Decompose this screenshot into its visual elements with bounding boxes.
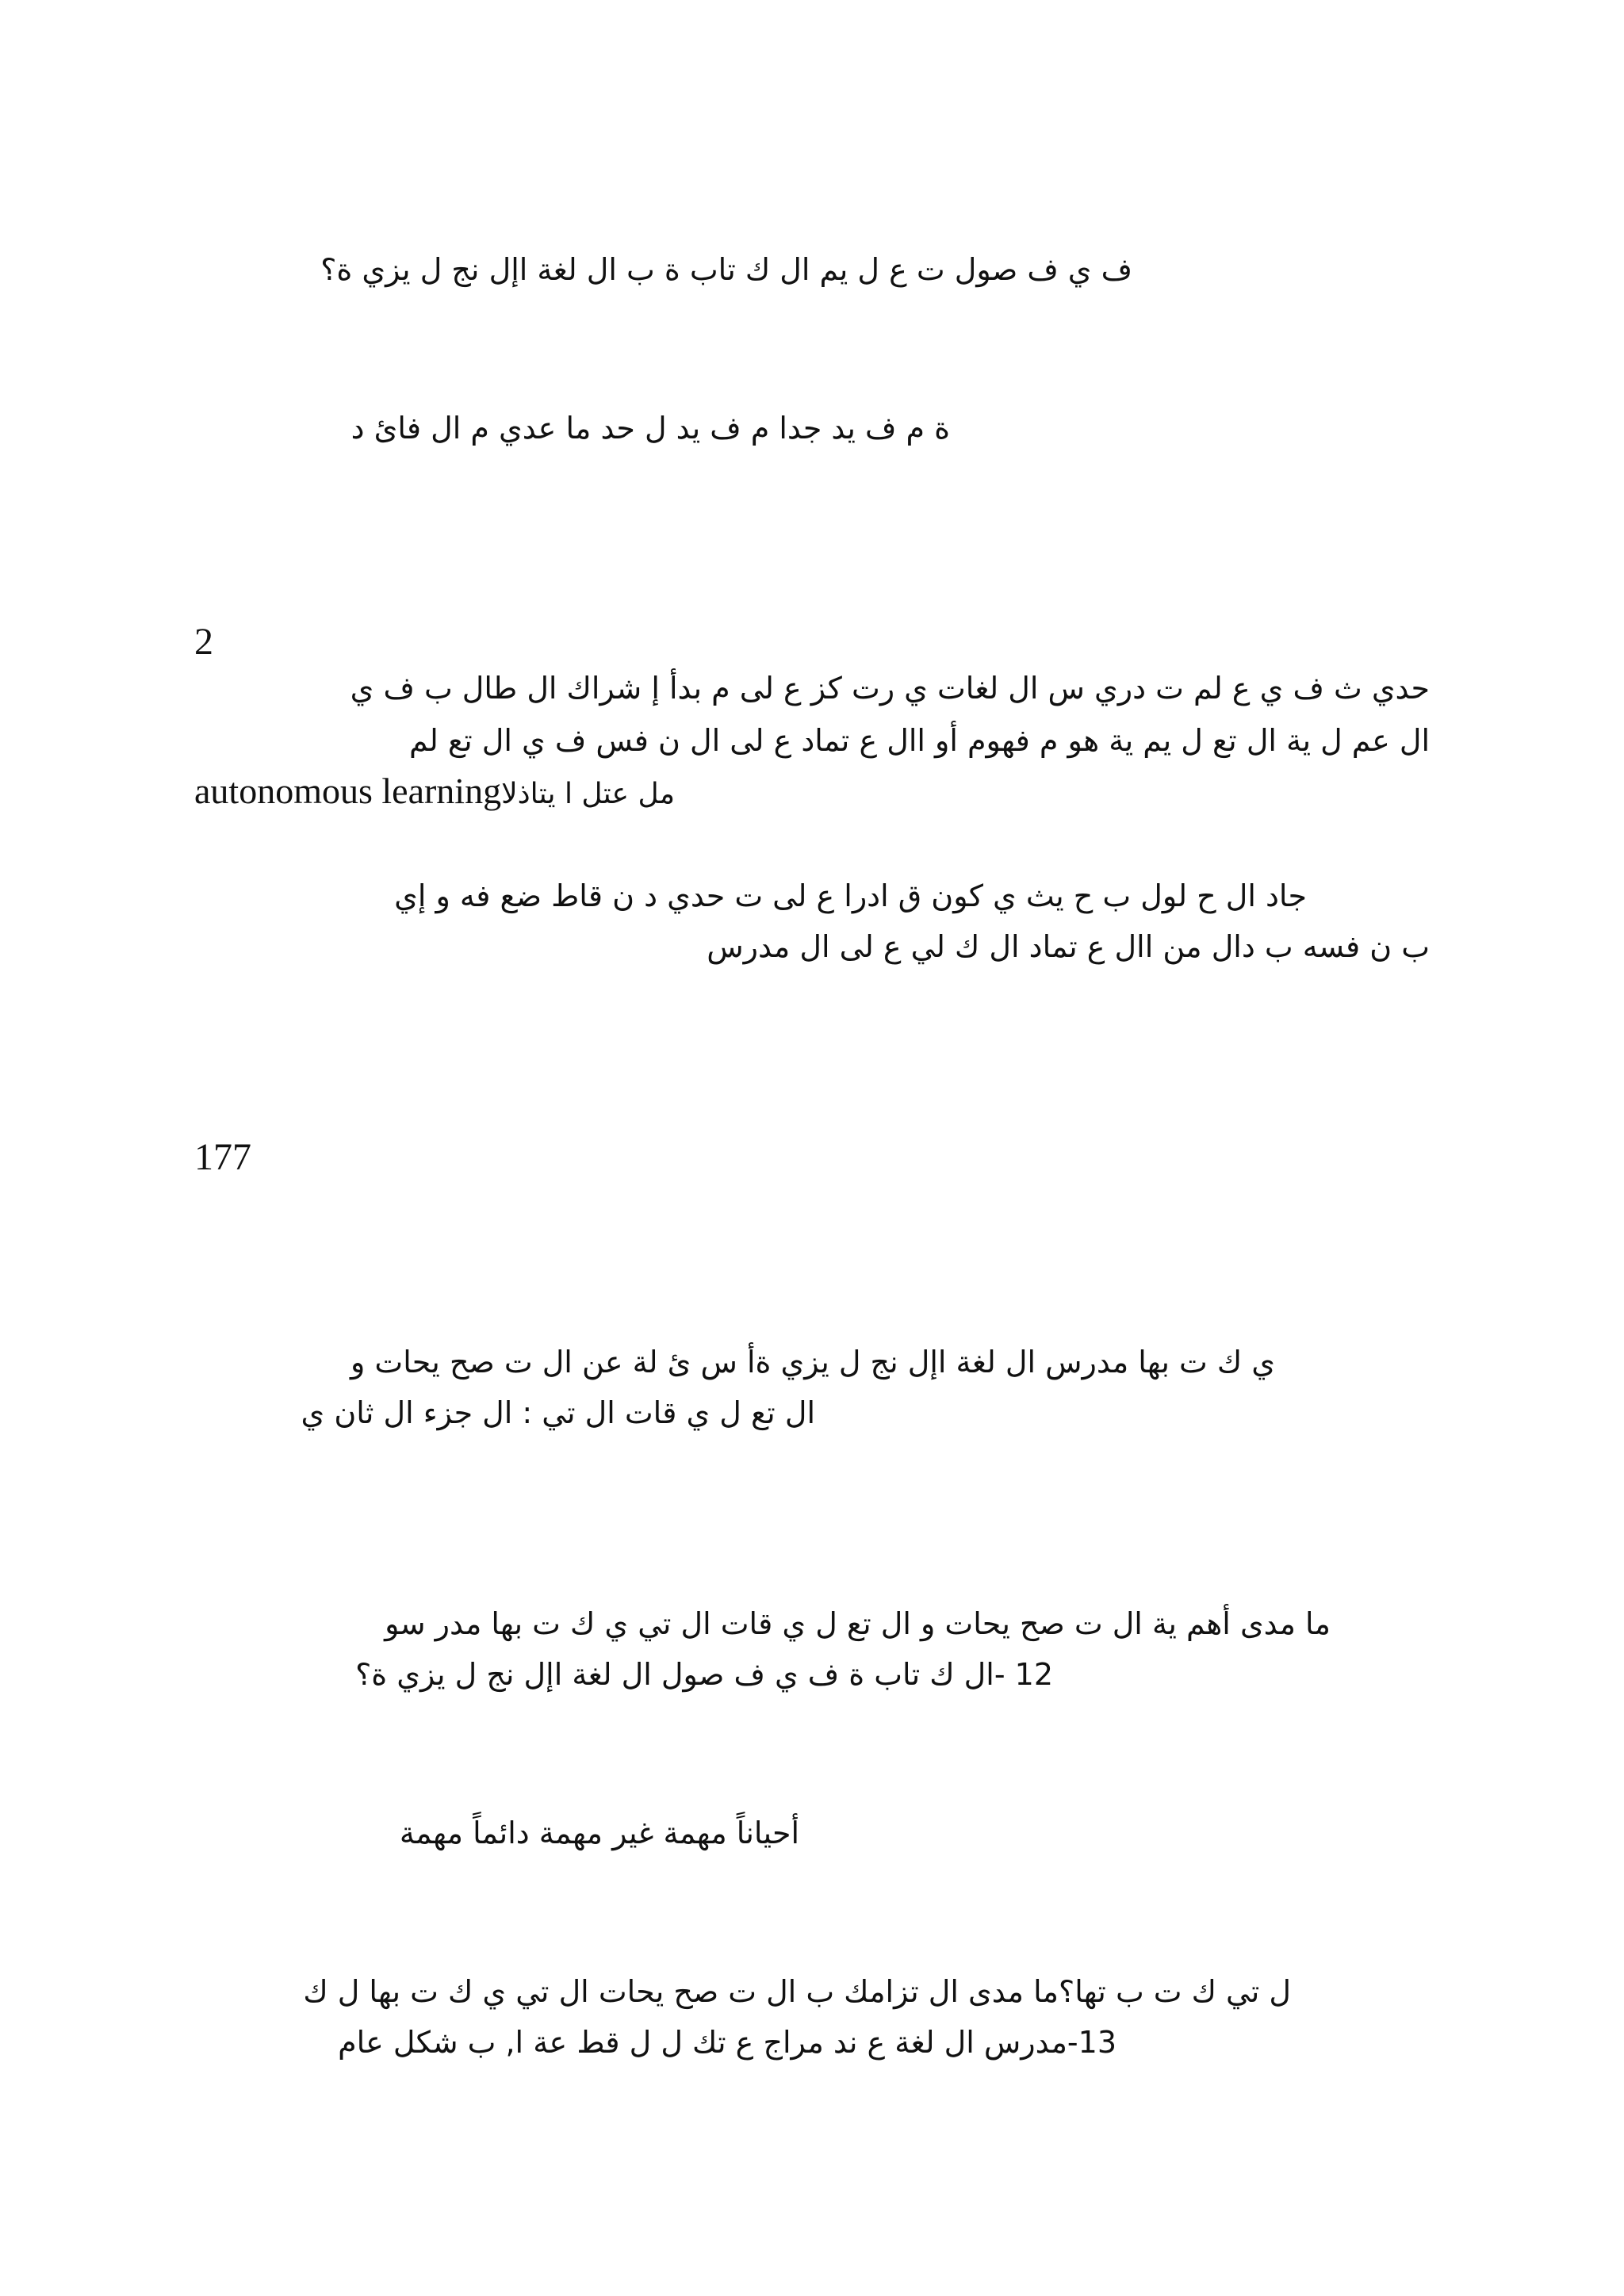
paragraph-autonomous-line-1: حدي ث ف ي ع لم ت دري س ال لغات ي رت كز ع لى م بدأ إ شراك ال طال ب ف ي [350, 671, 1430, 706]
question-text-writing-classes: ف ي ف صول ت ع ل يم ال ك تاب ة ب ال لغة اإل نج ل يزي ة؟ [320, 252, 1132, 287]
page-number-177: 177 [194, 1136, 251, 1178]
term-autonomous-learning: autonomous learning [194, 771, 502, 811]
question-13-line-2: 13-مدرس ال لغة ع ند مراج ع تك ل ل قط عة ا, ب شكل عام [338, 2025, 1116, 2060]
question-12-line-2: 12 -ال ك تاب ة ف ي ف صول ال لغة اإل نج ل يزي ة؟ [355, 1657, 1053, 1692]
answer-options-usefulness: ة م ف يد جدا م ف يد ل حد ما عدي م ال فائ د [350, 411, 950, 446]
section-heading-line-1: ي ك ت بها مدرس ال لغة اإل نج ل يزي ةأ س ئ لة عن ال ت صح يحات و [350, 1345, 1275, 1380]
question-13-line-1: ل تي ك ت ب تها؟ما مدى ال تزامك ب ال ت صح يحات ال تي ي ك ت بها ل ك [303, 1974, 1291, 2009]
answer-options-importance: أحياناً مهمة غير مهمة دائماً مهمة [399, 1816, 799, 1850]
paragraph-autonomous-line-3 [194, 769, 675, 817]
page-number-2: 2 [194, 621, 213, 663]
paragraph-solutions-line-2: ب ن فسه ب دال من اال ع تماد ال ك لي ع لى ال مدرس [707, 929, 1430, 964]
section-heading-line-2: ال تع ل ي قات ال تي : ال جزء ال ثان ي [301, 1395, 815, 1430]
paragraph-solutions-line-1: جاد ال ح لول ب ح يث ي كون ق ادرا ع لى ت حدي د ن قاط ضع فه و إي [394, 878, 1307, 913]
question-12-line-1: ما مدى أهم ية ال ت صح يحات و ال تع ل ي قات ال تي ي ك ت بها مدر سو [385, 1606, 1331, 1641]
paragraph-autonomous-line-2: ال عم ل ية ال تع ل يم ية هو م فهوم أو اال ع تماد ع لى ال ن فس ف ي ال تع لم [408, 723, 1430, 758]
term-autonomous-learning-arabic: مل عتل ا يتاذلا [501, 778, 675, 810]
